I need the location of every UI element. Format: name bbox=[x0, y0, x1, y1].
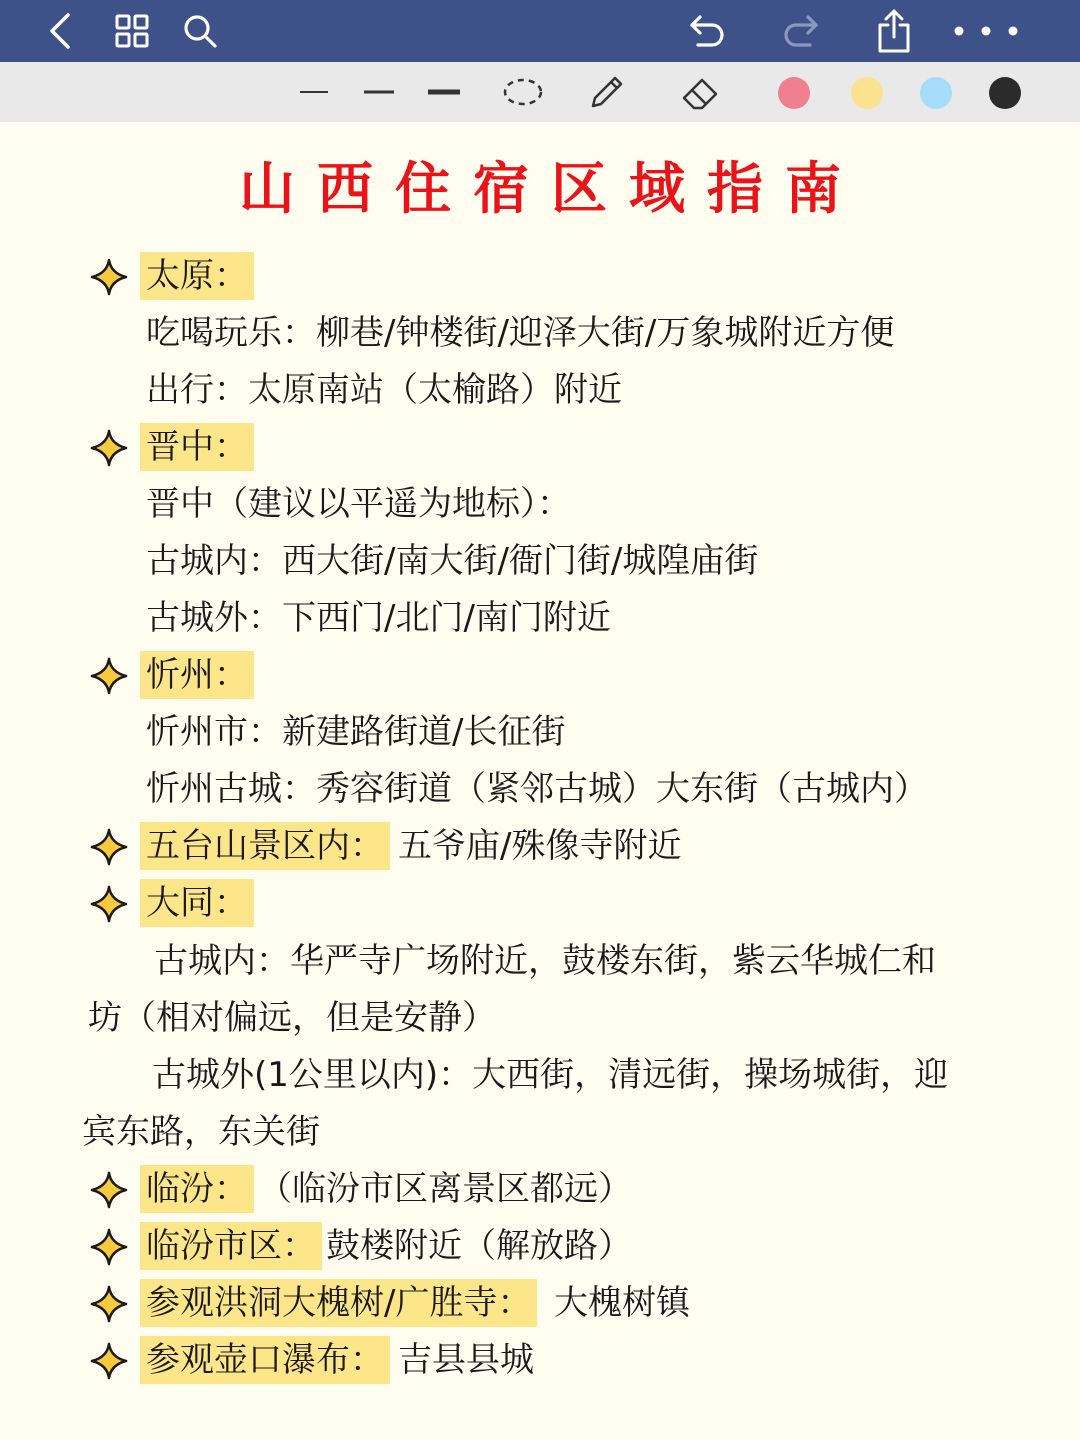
undo-icon[interactable] bbox=[686, 0, 728, 62]
note-line bbox=[0, 305, 1080, 362]
top-nav-bar bbox=[0, 0, 1080, 62]
note-line bbox=[0, 704, 1080, 761]
section-heading: 太原： bbox=[140, 252, 254, 300]
note-line bbox=[0, 1047, 1080, 1104]
note-text: 忻州市：新建路街道/长征街 bbox=[146, 712, 566, 752]
section-heading: 晋中： bbox=[140, 423, 254, 471]
eraser-icon[interactable] bbox=[678, 62, 724, 122]
section-heading: 参观洪洞大槐树/广胜寺： bbox=[140, 1279, 537, 1327]
section-hongdong bbox=[0, 1275, 1080, 1332]
lasso-icon[interactable] bbox=[500, 62, 546, 122]
note-text: 吃喝玩乐：柳巷/钟楼街/迎泽大街/万象城附近方便 bbox=[146, 313, 895, 353]
note-text: 忻州古城：秀容街道（紧邻古城）大东街（古城内） bbox=[146, 769, 928, 809]
note-text: 古城外(1公里以内)：大西街，清远街，操场城街，迎 bbox=[152, 1055, 949, 1095]
note-line bbox=[0, 761, 1080, 818]
star-bullet-icon bbox=[90, 885, 128, 923]
search-icon[interactable] bbox=[180, 0, 220, 62]
section-datong bbox=[0, 875, 1080, 932]
thick-pen-icon[interactable] bbox=[426, 62, 462, 122]
more-icon[interactable] bbox=[948, 0, 1024, 62]
note-line bbox=[0, 1104, 1080, 1161]
back-icon[interactable] bbox=[40, 0, 80, 62]
star-bullet-icon bbox=[90, 1342, 128, 1380]
pink-color-swatch[interactable] bbox=[778, 77, 810, 109]
grid-icon[interactable] bbox=[110, 0, 154, 62]
star-bullet-icon bbox=[90, 828, 128, 866]
section-heading: 五台山景区内： bbox=[140, 822, 390, 870]
page-title: 山西住宿区域指南 bbox=[239, 157, 863, 222]
section-detail: 五爷庙/殊像寺附近 bbox=[398, 826, 682, 866]
star-bullet-icon bbox=[90, 429, 128, 467]
section-heading: 大同： bbox=[140, 879, 254, 927]
note-text: 宾东路，东关街 bbox=[82, 1112, 320, 1152]
note-line bbox=[0, 476, 1080, 533]
note-line bbox=[0, 933, 1080, 990]
note-text: 古城内：华严寺广场附近，鼓楼东街，紫云华城仁和 bbox=[154, 941, 936, 981]
section-xinzhou bbox=[0, 647, 1080, 704]
section-hukou bbox=[0, 1332, 1080, 1389]
section-linfen-city bbox=[0, 1218, 1080, 1275]
note-text: 出行：太原南站（太榆路）附近 bbox=[146, 370, 622, 410]
yellow-color-swatch[interactable] bbox=[851, 77, 883, 109]
section-heading: 临汾： bbox=[140, 1165, 254, 1213]
section-heading: 忻州： bbox=[140, 651, 254, 699]
note-line bbox=[0, 990, 1080, 1047]
section-detail: （临汾市区离景区都远） bbox=[258, 1169, 632, 1209]
section-jinzhong bbox=[0, 419, 1080, 476]
star-bullet-icon bbox=[90, 1285, 128, 1323]
note-text: 坊（相对偏远，但是安静） bbox=[88, 998, 496, 1038]
pencil-icon[interactable] bbox=[584, 62, 630, 122]
star-bullet-icon bbox=[90, 1171, 128, 1209]
note-line bbox=[0, 590, 1080, 647]
drawing-toolbar bbox=[0, 62, 1080, 122]
note-text: 古城外：下西门/北门/南门附近 bbox=[146, 598, 611, 638]
note-line bbox=[0, 362, 1080, 419]
note-line bbox=[0, 533, 1080, 590]
medium-pen-icon[interactable] bbox=[362, 62, 396, 122]
share-icon[interactable] bbox=[872, 0, 916, 62]
section-detail: 大槐树镇 bbox=[554, 1283, 690, 1323]
section-heading: 参观壶口瀑布： bbox=[140, 1336, 390, 1384]
section-wutaishan bbox=[0, 818, 1080, 875]
note-text: 古城内：西大街/南大街/衙门街/城隍庙街 bbox=[146, 541, 759, 581]
section-detail: 吉县县城 bbox=[398, 1340, 534, 1380]
section-linfen bbox=[0, 1161, 1080, 1218]
star-bullet-icon bbox=[90, 1228, 128, 1266]
black-color-swatch[interactable] bbox=[989, 77, 1021, 109]
star-bullet-icon bbox=[90, 258, 128, 296]
note-text: 晋中（建议以平遥为地标）： bbox=[146, 484, 571, 524]
blue-color-swatch[interactable] bbox=[920, 77, 952, 109]
thin-pen-icon[interactable] bbox=[298, 62, 330, 122]
redo-icon[interactable] bbox=[780, 0, 822, 62]
section-detail: 鼓楼附近（解放路） bbox=[326, 1226, 632, 1266]
star-bullet-icon bbox=[90, 657, 128, 695]
section-taiyuan bbox=[0, 248, 1080, 305]
section-heading: 临汾市区： bbox=[140, 1222, 322, 1270]
